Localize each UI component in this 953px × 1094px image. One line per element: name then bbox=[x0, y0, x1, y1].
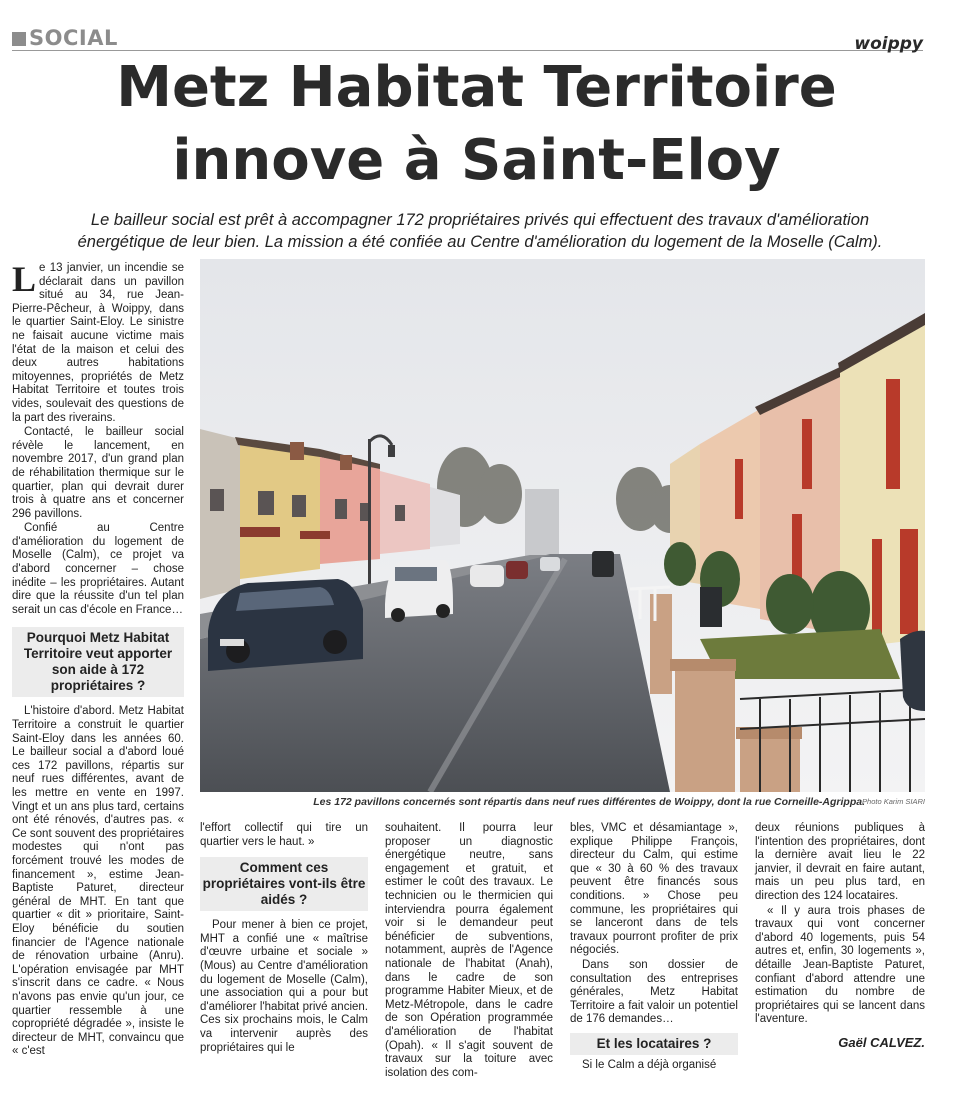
paragraph-text: e 13 janvier, un incendie se déclarait dans un pavillon situé au 34, rue Jean-Pierre-Pêcheur, à Woippy, dans le quartier Saint-Eloy. Le sinistre ne faisait aucune victime mais l'état de la maison et celui des deux autres habitations mitoyennes, propriétés de Metz Habitat Territoire et toutes trois vides, soulevait des questions de la part des riverains. bbox=[12, 262, 184, 424]
subheading: Pourquoi Metz Habitat Territoire veut apporter son aide à 172 propriétaires ? bbox=[12, 627, 184, 697]
article-column-1 bbox=[12, 259, 184, 1060]
paragraph: l'effort collectif qui tire un quartier vers le haut. » bbox=[200, 822, 368, 848]
paragraph: Si le Calm a déjà organisé bbox=[582, 1058, 717, 1071]
rubric-label bbox=[12, 26, 118, 50]
rubric-square-icon bbox=[12, 32, 26, 46]
town-label: woippy bbox=[854, 34, 923, 54]
author-signature: Gaël CALVEZ. bbox=[838, 1034, 925, 1050]
photo-caption: Les 172 pavillons concernés sont répartis dans neuf rues différentes de Woippy, dont la rue Corneille-Agrippa. bbox=[313, 796, 865, 808]
paragraph: souhaitent. Il pourra leur proposer un diagnostic énergétique neutre, sans engagement et gratuit, et estimer le coût des travaux. Le technicien ou le thermicien qui interviendra pourra également voir si le demandeur peut bénéficier de subventions, notamment, auprès de l'Agence nationale de l'habitat (Anah), dans le cadre de son programme Habiter Mieux, et de Metz-Métropole, dans le cadre de son Opération programmée d'amélioration de l'habitat (Opah). « Il s'agit souvent de travaux sur la toiture avec isolation des com- bbox=[385, 822, 553, 1079]
article-column-2 bbox=[200, 822, 368, 1056]
header-rule bbox=[12, 50, 923, 51]
article-column-3 bbox=[385, 822, 553, 1081]
headline-line-1: Metz Habitat Territoire bbox=[116, 55, 837, 120]
paragraph: Contacté, le bailleur social révèle le lancement, en novembre 2017, d'un grand plan de réhabilitation thermique sur le quartier, plan qui devrait durer trois à quatre ans et concerner 296 pavillons. bbox=[12, 426, 184, 520]
subheading: Et les locataires ? bbox=[570, 1033, 738, 1055]
rubric-text: SOCIAL bbox=[29, 26, 118, 50]
headline-line-2: innove à Saint-Eloy bbox=[172, 128, 781, 193]
paragraph: L'histoire d'abord. Metz Habitat Territoire a construit le quartier Saint-Eloy dans les années 60. Le bailleur social a d'abord loué ces 172 pavillons, répartis sur neuf rues différentes, avant de les mettre en vente en 1997. Vingt et un ans plus tard, certains ont été rénovés, d'autres pas. « Ce sont souvent des propriétaires modestes qui n'ont pas forcément trouvé les modes de financement », estime Jean-Baptiste Paturet, directeur général de MHT. En tant que quartier « dit » prioritaire, Saint-Eloy bénéficie du soutien financier de l'Agence nationale de rénovation urbaine (Anru). L'opération envisagée par MHT s'inscrit dans ce cadre. « Nous n'avons pas envie qu'un jour, ce quartier ressemble à une copropriété dégradée », insiste le directeur de MHT, convaincu que « c'est bbox=[12, 705, 184, 1058]
drop-cap: L bbox=[12, 259, 37, 299]
paragraph: deux réunions publiques à l'intention des propriétaires, dont la dernière avait lieu le 22 janvier, il devrait en faire autant, mais un peu plus tard, en direction des 124 locataires. bbox=[755, 822, 925, 902]
subheading: Comment ces propriétaires vont-ils être aidés ? bbox=[200, 857, 368, 911]
paragraph: « Il y aura trois phases de travaux qui vont concerner d'abord 40 logements, puis 54 autres et, enfin, 30 logements », détaille Jean-Baptiste Paturet, confiant d'abord attendre une estimation du nombre de propriétaires qui se lancent dans l'aventure. bbox=[755, 904, 925, 1026]
photo-credit: Photo Karim SIARI bbox=[862, 797, 925, 806]
paragraph: Pour mener à bien ce projet, MHT a confié une « maîtrise d'œuvre urbaine et sociale » (Mous) au Centre d'amélioration du logement de Moselle (Calm), une association qui a pour but d'améliorer l'habitat privé ancien. Ces six prochains mois, le Calm va intervenir auprès des propriétaires qui le bbox=[200, 919, 368, 1054]
street-photo bbox=[200, 259, 925, 792]
standfirst-line-2: énergétique de leur bien. La mission a été confiée au Centre d'amélioration du logement de la Moselle (Calm). bbox=[77, 233, 883, 251]
article-column-4 bbox=[570, 822, 738, 1074]
intro-paragraph bbox=[12, 259, 184, 425]
article-column-5 bbox=[755, 822, 925, 1050]
standfirst-line-1: Le bailleur social est prêt à accompagner 172 propriétaires privés qui effectuent des travaux d'amélioration bbox=[90, 211, 870, 229]
paragraph: Confié au Centre d'amélioration du logement de Moselle (Calm), ce projet va d'abord concerner – chose inédite – les propriétaires. Autant dire que la réussite d'un tel plan serait un cas d'école en France… bbox=[12, 522, 184, 616]
paragraph: bles, VMC et désamiantage », explique Philippe François, directeur du Calm, qui estime que « 30 à 60 % des travaux peuvent être financés sous conditions. » Chose peu commune, les propriétaires qui se lanceront dans de tels travaux pourront profiter de prix négociés. bbox=[570, 822, 738, 957]
paragraph: Dans son dossier de consultation des entreprises générales, Metz Habitat Territoire a fait valoir un potentiel de 176 demandes… bbox=[570, 958, 738, 1026]
